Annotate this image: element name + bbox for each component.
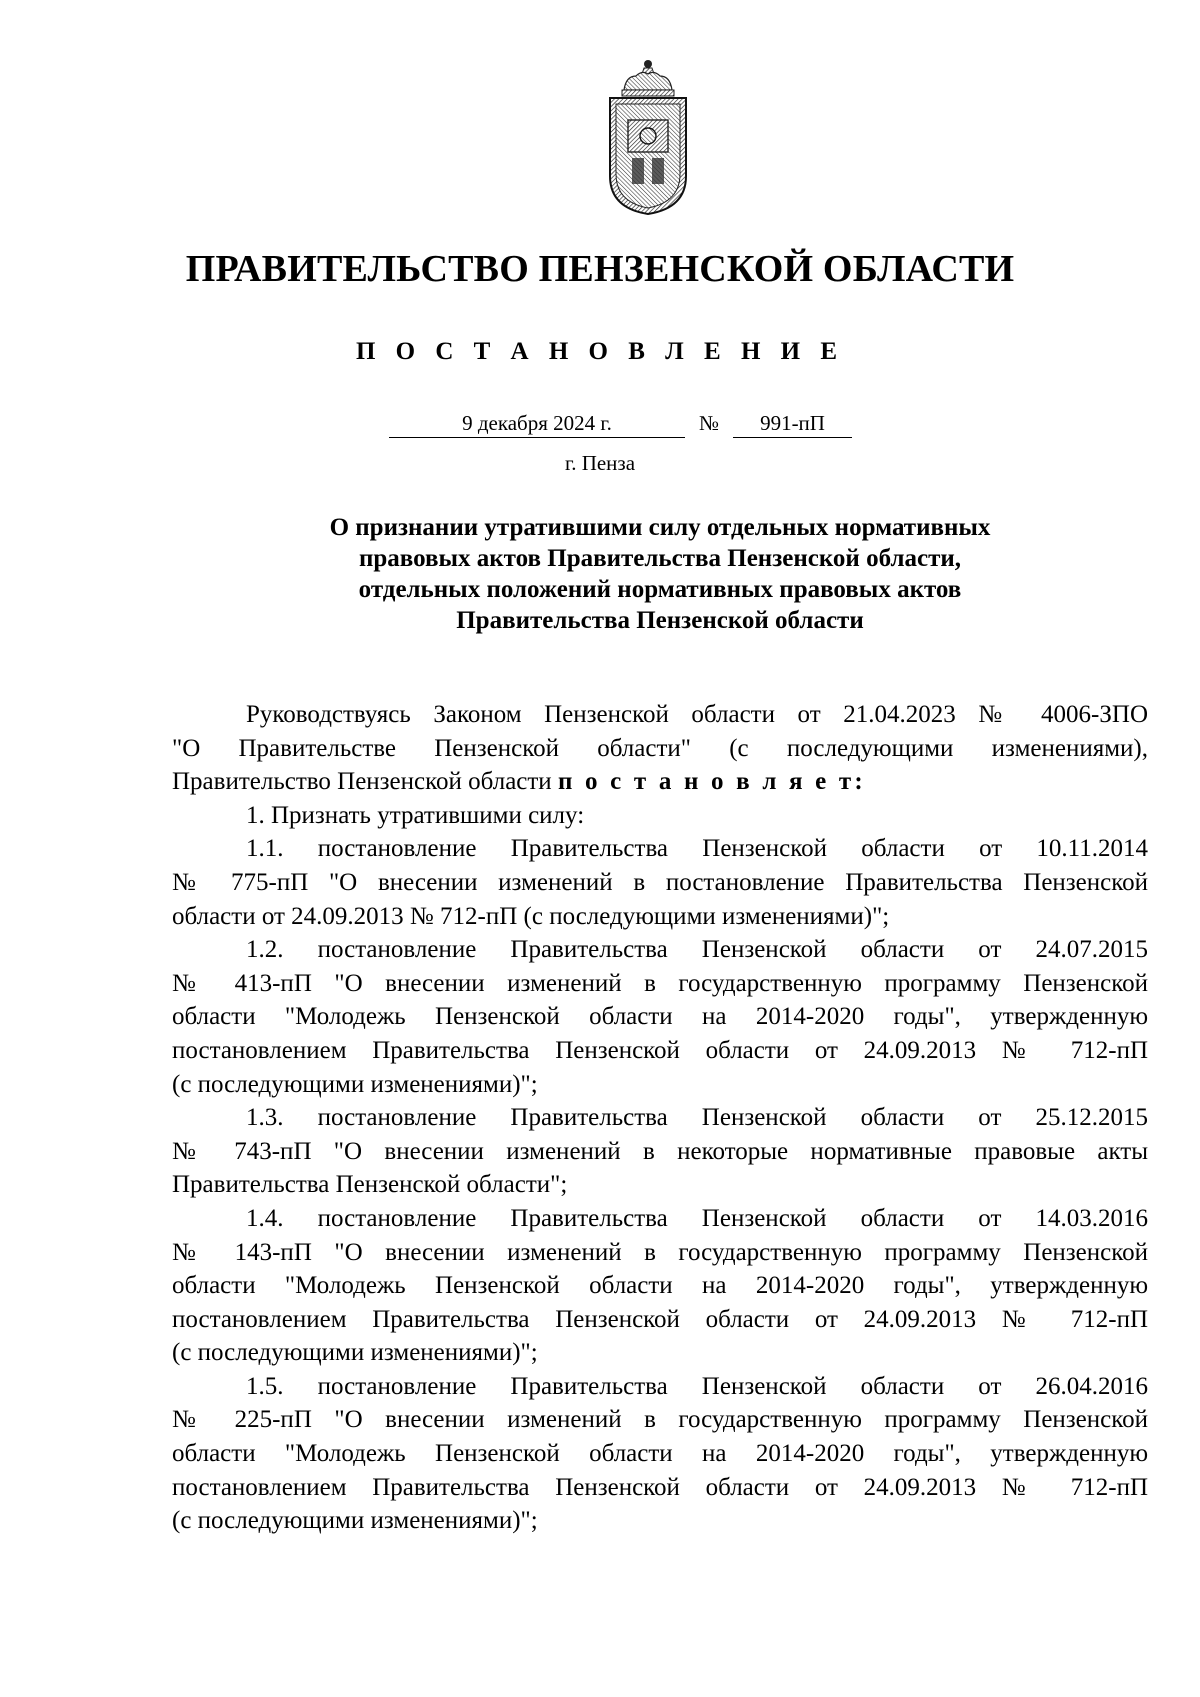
clause-1-2-line: (с последующими изменениями)";	[172, 1070, 538, 1098]
clause-1-2-line: № 413-пП "О внесении изменений в государственную программу Пензенской	[172, 969, 1148, 997]
body-line	[172, 765, 1148, 799]
organization-title: ПРАВИТЕЛЬСТВО ПЕНЗЕНСКОЙ ОБЛАСТИ	[185, 248, 1015, 290]
clause-1-2-line: постановлением Правительства Пензенской области от 24.09.2013 № 712-пП	[172, 1036, 1148, 1064]
clause-1-5-line: (с последующими изменениями)";	[172, 1507, 538, 1535]
clause-1-4-line: № 143-пП "О внесении изменений в государственную программу Пензенской	[172, 1238, 1148, 1266]
document-date: 9 декабря 2024 г.	[389, 411, 685, 438]
title-line: Правительства Пензенской области	[456, 607, 864, 634]
clause-1-4-line: постановлением Правительства Пензенской области от 24.09.2013 № 712-пП	[172, 1305, 1148, 1333]
clause-1-4-line: области "Молодежь Пензенской области на 2014-2020 годы", утвержденную	[172, 1272, 1148, 1300]
preamble-subject: Правительство Пензенской области	[172, 768, 552, 796]
body-line: Руководствуясь Законом Пензенской области от 21.04.2023 № 4006-ЗПО	[246, 701, 1148, 728]
decision-word: п о с т а н о в л я е т:	[557, 768, 866, 796]
clause-1-3-line: Правительства Пензенской области";	[172, 1171, 568, 1199]
clause-1-2-line: области "Молодежь Пензенской области на 2014-2020 годы", утвержденную	[172, 1003, 1148, 1031]
clause-1-5-line: области "Молодежь Пензенской области на 2014-2020 годы", утвержденную	[172, 1440, 1148, 1468]
document-type: П О С Т А Н О В Л Е Н И Е	[355, 338, 845, 365]
clause-1-5-line: 1.5. постановление Правительства Пензенской области от 26.04.2016	[246, 1372, 1148, 1400]
clause-1-1-line: № 775-пП "О внесении изменений в постановление Правительства Пензенской	[172, 868, 1148, 896]
clause-1-4-line: (с последующими изменениями)";	[172, 1339, 538, 1367]
document-title	[0, 512, 1200, 636]
clause-1-3-line: № 743-пП "О внесении изменений в некоторые нормативные правовые акты	[172, 1137, 1148, 1165]
title-line: правовых актов Правительства Пензенской области,	[358, 545, 962, 572]
title-line: отдельных положений нормативных правовых актов	[358, 576, 962, 603]
clause-1: 1. Признать утратившими силу:	[246, 801, 585, 829]
clause-1-2-line: 1.2. постановление Правительства Пензенской области от 24.07.2015	[246, 936, 1148, 964]
document-city: г. Пенза	[564, 451, 636, 475]
clause-1-5-line: постановлением Правительства Пензенской области от 24.09.2013 № 712-пП	[172, 1473, 1148, 1501]
clause-1-1-line: 1.1. постановление Правительства Пензенской области от 10.11.2014	[246, 835, 1148, 863]
date-number-line	[0, 411, 1200, 438]
coat-of-arms-icon	[604, 58, 692, 216]
document-number: 991-пП	[733, 411, 852, 438]
title-line: О признании утратившими силу отдельных нормативных	[329, 514, 991, 541]
clause-1-4-line: 1.4. постановление Правительства Пензенской области от 14.03.2016	[246, 1204, 1148, 1232]
clause-1-3-line: 1.3. постановление Правительства Пензенской области от 25.12.2015	[246, 1104, 1148, 1132]
document-body	[172, 698, 1148, 1538]
body-line: "О Правительстве Пензенской области" (с последующими изменениями),	[172, 734, 1148, 762]
number-sign: №	[698, 411, 720, 435]
clause-1-5-line: № 225-пП "О внесении изменений в государственную программу Пензенской	[172, 1406, 1148, 1434]
clause-1-1-line: области от 24.09.2013 № 712-пП (с последующими изменениями)";	[172, 902, 890, 930]
